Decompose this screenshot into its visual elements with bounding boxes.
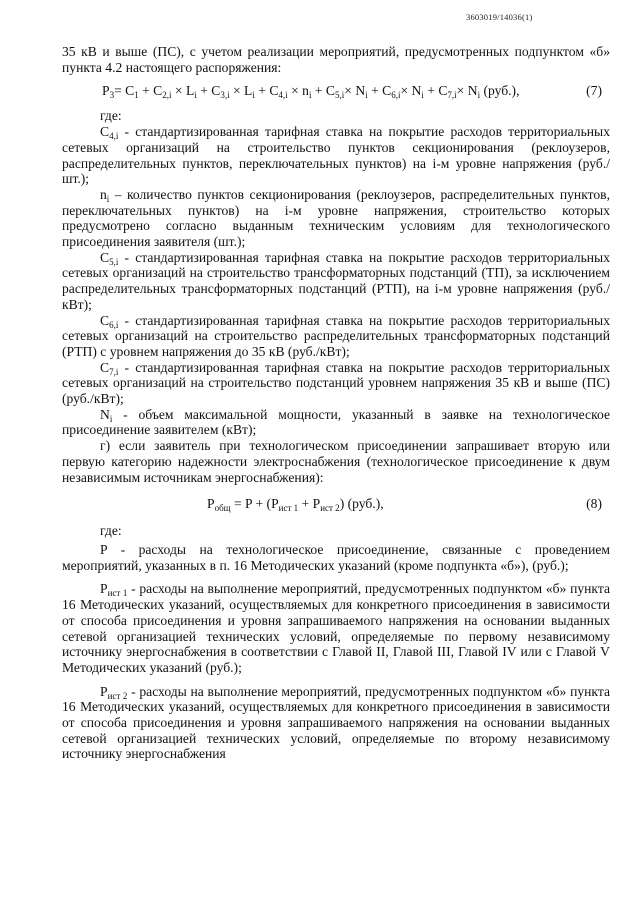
- intro-paragraph: 35 кВ и выше (ПС), с учетом реализации мероприятий, предусмотренных подпунктом «б» пункта 4.2 настоящего распоряжения:: [62, 44, 610, 75]
- formula-7: [62, 81, 610, 101]
- paragraph-g: г) если заявитель при технологическом присоединении запрашивает вторую или первую категорию надежности электроснабжения (технологическое присоединение к двум независимым источникам энергоснабжения):: [62, 438, 610, 485]
- formula-7-expression: $P_3= C_1 + C_{2,i} \times L_i + C_{3,i} \times L_i + C_{4,i} \times n_i + C_{5,i}\times N_i + C_{6,i}\times N_i + C_{7,i}\times N_i$ (руб.),: [102, 83, 520, 101]
- document-id: 3603019/14036(1): [466, 12, 533, 22]
- formula-7-number: (7): [586, 83, 602, 99]
- definition-P-ist2: $P_{ист 2}$ - расходы на выполнение мероприятий, предусмотренных подпунктом «б» пункта 16 Методических указаний, осуществляемых для конкретного присоединения в зависимости от способа присоединения и уровня запрашиваемого напряжения на основании выданных сетевой организацией технических условий, определяемые по второму независимому источнику энергоснабжения: [62, 683, 610, 762]
- document-body: [62, 44, 610, 762]
- where-label-1: где:: [100, 108, 122, 124]
- definition-c6: $C_{6,i}$ - стандартизированная тарифная ставка на покрытие расходов территориальных сетевых организаций на строительство распределительных трансформаторных подстанций (РТП) с уровнем напряжения до 35 кВ (руб./кВт);: [62, 312, 610, 359]
- formula-8-number: (8): [586, 496, 602, 512]
- formula-8: [62, 494, 610, 514]
- definition-c5: $C_{5,i}$ - стандартизированная тарифная ставка на покрытие расходов территориальных сетевых организаций на строительство трансформаторных подстанций (ТП), за исключением распределительных трансформаторных подстанций (РТП), на i-м уровне напряжения (руб./кВт);: [62, 249, 610, 312]
- definition-n: $n_i$ – количество пунктов секционирования (реклоузеров, распределительных пунктов, переключательных пунктов) на i-м уровне напряжения, строительство которых предусмотрено согласно выданным техническим условиям для технологического присоединения заявителя (шт.);: [62, 186, 610, 250]
- definition-N: $N_i$ - объем максимальной мощности, указанный в заявке на технологическое присоединение заявителем (кВт);: [62, 406, 610, 438]
- definition-P-ist1: $P_{ист 1}$ - расходы на выполнение мероприятий, предусмотренных подпунктом «б» пункта 16 Методических указаний, осуществляемых для конкретного присоединения в зависимости от способа присоединения и уровня запрашиваемого напряжения на основании выданных сетевой организацией технических условий, определяемые по первому независимому источнику энергоснабжения в соответствии с Главой II, Главой III, Главой IV или с Главой V Методических указаний (руб.);: [62, 581, 610, 675]
- definition-c4: $C_{4,i}$ - стандартизированная тарифная ставка на покрытие расходов территориальных сетевых организаций на строительство пунктов секционирования (реклоузеров, распределительных пунктов, переключательных пунктов) на i-м уровне напряжения (руб./шт.);: [62, 124, 610, 187]
- definition-P: P - расходы на технологическое присоединение, связанные с проведением мероприятий, указанных в п. 16 Методических указаний (кроме подпункта «б»), (руб.);: [62, 541, 610, 573]
- definition-c7: $C_{7,i}$ - стандартизированная тарифная ставка на покрытие расходов территориальных сетевых организаций на строительство подстанций уровнем напряжения 35 кВ и выше (ПС) (руб./кВт);: [62, 359, 610, 407]
- formula-8-expression: $P_{общ} = P + (P_{ист 1} + P_{ист 2})$ (руб.),: [207, 496, 384, 514]
- where-label-2: где:: [100, 523, 122, 539]
